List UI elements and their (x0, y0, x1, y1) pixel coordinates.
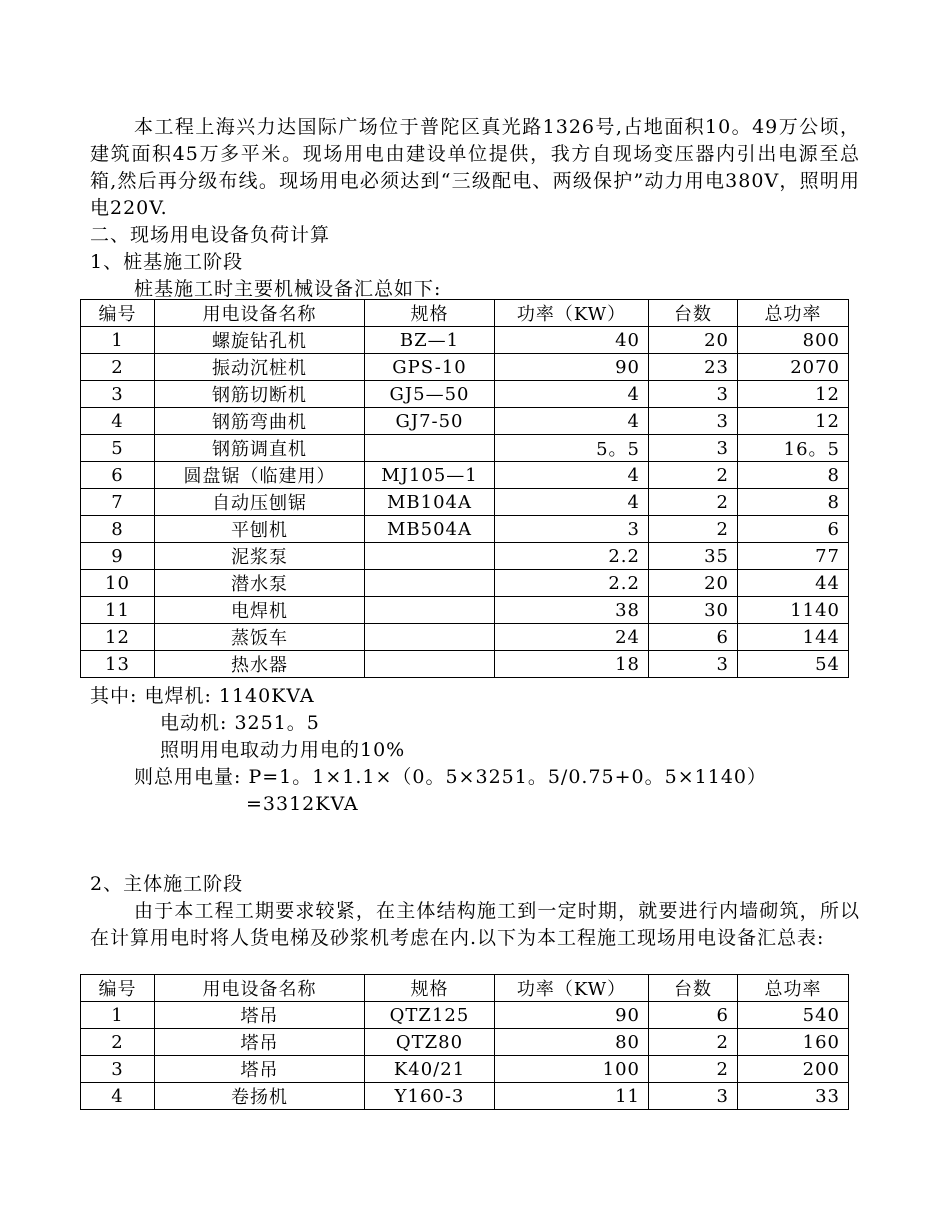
table-cell: 90 (495, 354, 649, 381)
table-cell: 2 (649, 489, 738, 516)
table-cell: 80 (495, 1029, 649, 1056)
stage-1-equipment-table (80, 299, 849, 678)
table-row (81, 435, 849, 462)
table-row (81, 516, 849, 543)
table-cell (365, 543, 495, 570)
table-cell: 35 (649, 543, 738, 570)
table-cell: 90 (495, 1002, 649, 1029)
table-cell: 3 (649, 651, 738, 678)
table-cell: QTZ125 (365, 1002, 495, 1029)
table-row (81, 381, 849, 408)
note-welder: 其中: 电焊机: 1140KVA (90, 685, 315, 707)
table-cell: 3 (81, 1056, 155, 1083)
table-row (81, 597, 849, 624)
table-cell: 800 (738, 327, 849, 354)
column-header: 规格 (365, 300, 495, 327)
table-row (81, 1029, 849, 1056)
table-cell: 2 (649, 516, 738, 543)
table-cell: 8 (81, 516, 155, 543)
table-cell: 蒸饭车 (155, 624, 365, 651)
table-cell: 6 (649, 624, 738, 651)
table-cell: 卷扬机 (155, 1083, 365, 1110)
table-cell: 200 (738, 1056, 849, 1083)
table-cell: 13 (81, 651, 155, 678)
table-cell: Y160-3 (365, 1083, 495, 1110)
table-row (81, 489, 849, 516)
table-cell: 2 (81, 1029, 155, 1056)
table-cell: 钢筋弯曲机 (155, 408, 365, 435)
total-power-formula: 则总用电量: P=1。1×1.1×（0。5×3251。5/0.75+0。5×1140） (134, 766, 767, 788)
table-cell: QTZ80 (365, 1029, 495, 1056)
table-cell: 12 (738, 381, 849, 408)
note-motor: 电动机: 3251。5 (160, 712, 320, 734)
table-cell: 4 (495, 408, 649, 435)
column-header: 用电设备名称 (155, 975, 365, 1002)
table-cell: 38 (495, 597, 649, 624)
intro-paragraph: 本工程上海兴力达国际广场位于普陀区真光路1326号,占地面积10。49万公顷，建筑面积45万多平米。现场用电由建设单位提供，我方自现场变压器内引出电源至总箱,然后再分级布线。现场用电必须达到“三级配电、两级保护”动力用电380V，照明用电220V. (90, 116, 860, 219)
table-cell: 33 (738, 1083, 849, 1110)
table-cell: 11 (495, 1083, 649, 1110)
note-lighting: 照明用电取动力用电的10% (160, 739, 406, 761)
table-cell (365, 597, 495, 624)
table-cell: 11 (81, 597, 155, 624)
table-row (81, 624, 849, 651)
column-header: 用电设备名称 (155, 300, 365, 327)
table-header-row (81, 975, 849, 1002)
table-cell: 160 (738, 1029, 849, 1056)
stage-1-title: 1、桩基施工阶段 (90, 251, 244, 273)
table-cell: 2 (649, 462, 738, 489)
table-cell: 1140 (738, 597, 849, 624)
column-header: 台数 (649, 300, 738, 327)
table-cell: 540 (738, 1002, 849, 1029)
table-cell: 热水器 (155, 651, 365, 678)
table-cell: 18 (495, 651, 649, 678)
stage-2-title: 2、主体施工阶段 (90, 873, 244, 895)
total-power-result: =3312KVA (246, 793, 359, 815)
table-cell (365, 435, 495, 462)
column-header: 台数 (649, 975, 738, 1002)
table-cell: 3 (649, 435, 738, 462)
section-2-title: 二、现场用电设备负荷计算 (90, 224, 331, 246)
table-cell: 6 (738, 516, 849, 543)
stage-2-equipment-table (80, 974, 849, 1110)
column-header: 总功率 (738, 300, 849, 327)
table-cell: 8 (738, 462, 849, 489)
table-cell: 54 (738, 651, 849, 678)
table-cell: 电焊机 (155, 597, 365, 624)
table-cell: 3 (649, 408, 738, 435)
table-cell: 20 (649, 327, 738, 354)
table-cell: 12 (738, 408, 849, 435)
table-cell: 4 (495, 381, 649, 408)
table-cell: 6 (81, 462, 155, 489)
column-header: 功率（KW） (495, 975, 649, 1002)
table-cell: 16。5 (738, 435, 849, 462)
column-header: 总功率 (738, 975, 849, 1002)
table-row (81, 462, 849, 489)
table-cell: 1 (81, 1002, 155, 1029)
table-cell: 1 (81, 327, 155, 354)
table-row (81, 651, 849, 678)
table-cell: 2.2 (495, 543, 649, 570)
table-cell: 3 (649, 1083, 738, 1110)
table-cell: 5。5 (495, 435, 649, 462)
column-header: 规格 (365, 975, 495, 1002)
stage-2-intro: 由于本工程工期要求较紧，在主体结构施工到一定时期，就要进行内墙砌筑，所以在计算用电时将人货电梯及砂浆机考虑在内.以下为本工程施工现场用电设备汇总表: (90, 900, 860, 949)
table-cell: 5 (81, 435, 155, 462)
table-cell: 40 (495, 327, 649, 354)
table-row (81, 408, 849, 435)
table-row (81, 354, 849, 381)
table-cell: GJ5—50 (365, 381, 495, 408)
table-cell: 77 (738, 543, 849, 570)
table-cell: 12 (81, 624, 155, 651)
table-cell: 泥浆泵 (155, 543, 365, 570)
table-cell: 3 (81, 381, 155, 408)
table-cell: 塔吊 (155, 1056, 365, 1083)
table-cell: 潜水泵 (155, 570, 365, 597)
table-row (81, 1056, 849, 1083)
table-cell: 8 (738, 489, 849, 516)
table-row (81, 1083, 849, 1110)
table-cell: 144 (738, 624, 849, 651)
table-row (81, 543, 849, 570)
table-cell: 4 (495, 462, 649, 489)
table-cell: 6 (649, 1002, 738, 1029)
table-cell: 2070 (738, 354, 849, 381)
table-cell: 塔吊 (155, 1002, 365, 1029)
table-cell: 振动沉桩机 (155, 354, 365, 381)
table-cell (365, 651, 495, 678)
table-cell: 螺旋钻孔机 (155, 327, 365, 354)
table-cell: 圆盘锯（临建用） (155, 462, 365, 489)
column-header: 功率（KW） (495, 300, 649, 327)
table-cell: 钢筋切断机 (155, 381, 365, 408)
table-cell: 7 (81, 489, 155, 516)
table-cell: GPS-10 (365, 354, 495, 381)
table-cell: 2 (649, 1056, 738, 1083)
table-cell: 2.2 (495, 570, 649, 597)
table-cell: 自动压刨锯 (155, 489, 365, 516)
table-cell: 塔吊 (155, 1029, 365, 1056)
table-cell: 20 (649, 570, 738, 597)
table-header-row (81, 300, 849, 327)
table-row (81, 570, 849, 597)
table-cell: MJ105—1 (365, 462, 495, 489)
table-cell (365, 570, 495, 597)
table-cell: 30 (649, 597, 738, 624)
table-cell: 4 (495, 489, 649, 516)
table-cell: 23 (649, 354, 738, 381)
table-cell: 10 (81, 570, 155, 597)
table-cell: 24 (495, 624, 649, 651)
table-row (81, 1002, 849, 1029)
table-row (81, 327, 849, 354)
column-header: 编号 (81, 975, 155, 1002)
table-cell: MB104A (365, 489, 495, 516)
table-cell: 3 (495, 516, 649, 543)
table-cell: 2 (649, 1029, 738, 1056)
table-cell: K40/21 (365, 1056, 495, 1083)
table-cell: 平刨机 (155, 516, 365, 543)
column-header: 编号 (81, 300, 155, 327)
table-cell: 4 (81, 408, 155, 435)
table-cell: BZ—1 (365, 327, 495, 354)
table-cell: MB504A (365, 516, 495, 543)
table-cell (365, 624, 495, 651)
table-cell: 2 (81, 354, 155, 381)
table-cell: 4 (81, 1083, 155, 1110)
table-cell: 100 (495, 1056, 649, 1083)
table-cell: 9 (81, 543, 155, 570)
table-cell: 44 (738, 570, 849, 597)
table-cell: 3 (649, 381, 738, 408)
table-cell: GJ7-50 (365, 408, 495, 435)
table-cell: 钢筋调直机 (155, 435, 365, 462)
stage-1-caption: 桩基施工时主要机械设备汇总如下: (134, 278, 442, 300)
